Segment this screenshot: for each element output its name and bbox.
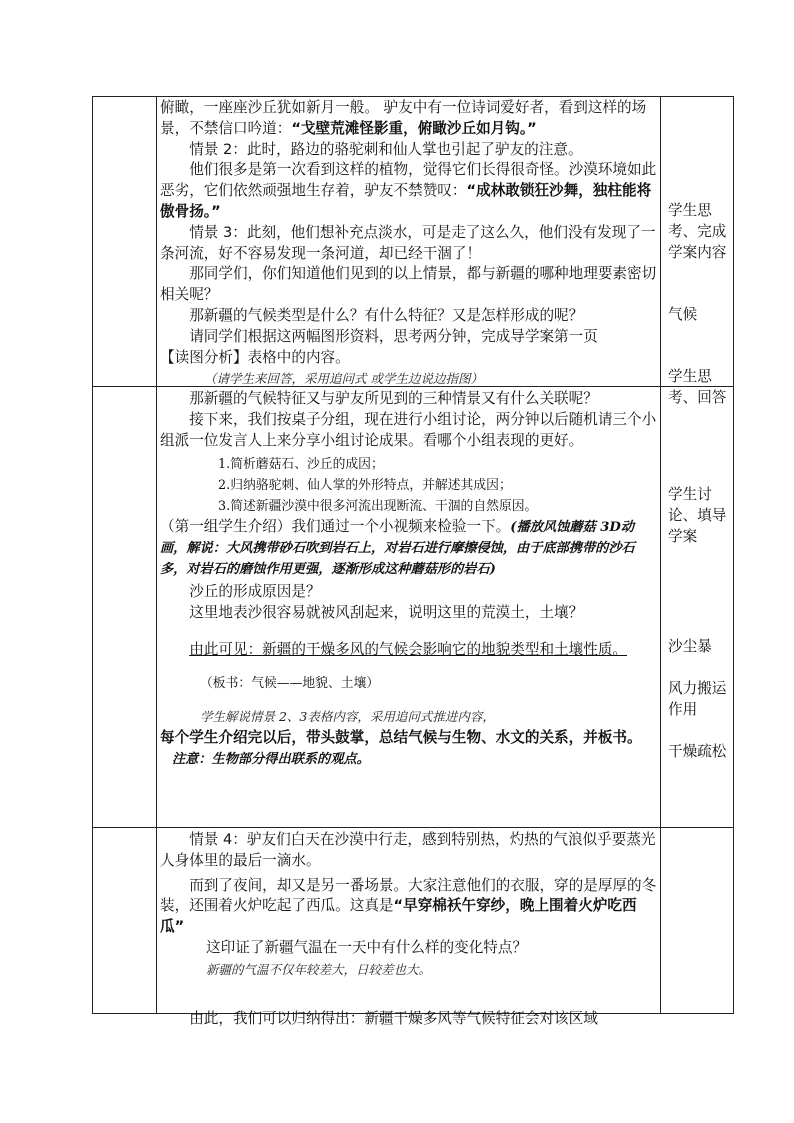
table-border-right — [733, 96, 734, 1014]
row1-text-1: 俯瞰，一座座沙丘犹如新月一般。 驴友中有一位诗词爱好者，看到这样的场景，不禁信口吟道： — [160, 99, 647, 137]
task-2: 2.归纳骆驼刺、仙人掌的外形特点，并解述其成因； — [218, 478, 512, 494]
row1-handwritten-note: （请学生来回答，采用追问式 或学生边说边指图） — [204, 371, 483, 387]
row2-side-2: 沙尘暴 — [668, 638, 712, 655]
row2-text-1: 那新疆的气候特征又与驴友所见到的三种情景又有什么关联呢？ — [189, 390, 598, 407]
row1-poem-2: “成林敢锁狂沙舞，独柱能将傲骨扬。” — [160, 182, 652, 220]
row2-attention: 注意：生物部分得出联系的观点。 — [172, 751, 370, 767]
row2-side-1: 学生讨论、填导学案 — [668, 486, 727, 545]
row2-summary: 每个学生介绍完以后，带头鼓掌，总结气候与生物、水文的关系，并板书。注意：生物部分得出联系的观点。 — [160, 728, 642, 767]
table-border-top — [92, 96, 734, 97]
row1-side-1: 学生思考、完成学案内容 — [668, 202, 727, 261]
table-border-left — [92, 96, 93, 1014]
row2-side-3: 风力搬运作用 — [668, 680, 727, 718]
row2-side-4: 干燥疏松 — [668, 743, 727, 760]
row3-text-2: 而到了夜间，却又是另一番场景。大家注意他们的衣服，穿的是厚厚的冬装，还围着火炉吃起了西瓜。这真是 — [160, 876, 657, 915]
row1-content — [160, 98, 660, 390]
row3-proverb: “早穿棉袄午穿纱，晚上围着火炉吃西瓜” — [160, 897, 637, 936]
row3-handwritten-answer: 新疆的气温不仅年较差大，日较差也大。 — [206, 961, 432, 977]
table-divider-2 — [660, 96, 661, 1014]
row1-text-3: 他们很多是第一次看到这样的植物，觉得它们长得很奇怪。沙漠环境如此恶劣，它们依然顽强地生存着，驴友不禁赞叹： — [160, 161, 657, 200]
row1-text-7: 请同学们根据这两幅图形资料，思考两分钟，完成导学案第一页 — [189, 327, 598, 345]
row2-text-5: 这里地表沙很容易就被风刮起来，说明这里的荒漠土，土壤？ — [189, 604, 584, 622]
row2-conclusion: 由此可见：新疆的干燥多风的气候会影响它的地貌类型和土壤性质。 — [189, 640, 628, 658]
row1-text-6: 那新疆的气候类型是什么？有什么特征？又是怎样形成的呢？ — [189, 306, 584, 324]
row3-question: 这印证了新疆气温在一天中有什么样的变化特点？ — [206, 938, 528, 956]
row2-video-note: (播放风蚀蘑菇 3D动画，解说：大风携带砂石吹到岩石上，对岩石进行摩擦侵蚀，由于底部携带的沙石多，对岩石的磨蚀作用更强，逐渐形成这种蘑菇形的岩石) — [160, 520, 635, 578]
row1-side-3: 学生思考、回答 — [668, 368, 727, 406]
row3-text-3: 由此，我们可以归纳得出：新疆干燥多风等气候特征会对该区域 — [189, 1009, 598, 1027]
row2-text-4: 沙丘的形成原因是？ — [189, 583, 321, 601]
row2-board-note: （板书：气候——地貌、土壤） — [200, 675, 380, 691]
row3-content — [160, 830, 660, 1030]
row1-text-2: 情景 2：此时，路边的骆驼刺和仙人掌也引起了驴友的注意。 — [189, 140, 583, 158]
row1-side-2: 气候 — [668, 306, 698, 323]
lesson-table — [92, 96, 734, 1027]
task-3: 3.简述新疆沙漠中很多河流出现断流、干涸的自然原因。 — [218, 499, 538, 515]
row1-text-4: 情景 3：此刻，他们想补充点淡水，可是走了这么久，他们没有发现了一条河流，好不容易发现一条河道，却已经干涸了！ — [160, 223, 656, 262]
row-divider-2 — [92, 827, 734, 828]
row3-text-1: 情景 4：驴友们白天在沙漠中行走，感到特别热，灼热的气浪似乎要蒸光人身体里的最后一滴水。 — [160, 831, 656, 869]
task-1: 1.简析蘑菇石、沙丘的成因； — [218, 457, 384, 473]
row1-poem-1: “戈壁荒滩怪影重，俯瞰沙丘如月钩。” — [291, 119, 537, 137]
read-figure-label: 【读图分析】 — [160, 348, 248, 366]
table-divider-1 — [156, 96, 157, 1014]
row2-content — [160, 389, 660, 770]
row2-handwritten-note: 学生解说情景 2、3表格内容，采用追问式推进内容， — [200, 708, 495, 724]
row2-text-3: （第一组学生介绍）我们通过一个小视频来检验一下。 — [160, 518, 511, 536]
row1-text-8: 表格中的内容。 — [247, 348, 350, 366]
row2-text-2: 接下来，我们按桌子分组，现在进行小组讨论，两分钟以后随机请三个小组派一位发言人上来分享小组讨论成果。看哪个小组表现的更好。 — [160, 410, 657, 449]
row1-text-5: 那同学们，你们知道他们见到的以上情景，都与新疆的哪种地理要素密切相关呢？ — [160, 265, 657, 304]
